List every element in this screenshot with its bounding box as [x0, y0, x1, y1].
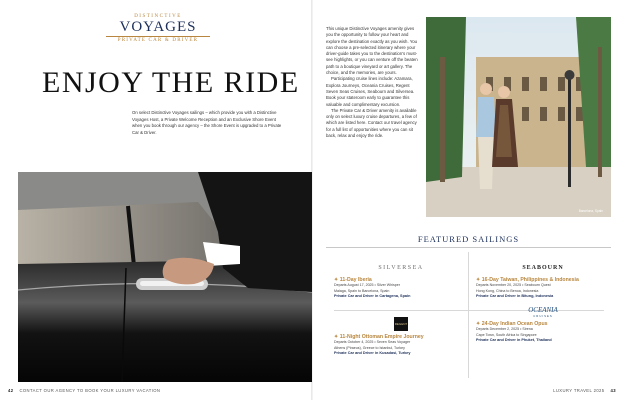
sailing-departure: Departs December 2, 2025 • Sirena: [476, 327, 533, 331]
regent-brand-badge: REGENT: [394, 317, 408, 331]
distinctive-voyages-logo: [96, 14, 220, 43]
barcelona-plaza-photo: [426, 17, 611, 217]
ship-icon: ✦: [476, 277, 482, 283]
sailing-card-oceania: [476, 306, 610, 344]
car-door-illustration: [18, 172, 312, 382]
sailing-route: Hong Kong, China to Benoa, Indonesia: [476, 288, 539, 293]
body-column: [326, 26, 420, 139]
logo-main-text: VOYAGES: [119, 19, 197, 35]
regent-logo: [334, 312, 468, 331]
page-headline: ENJOY THE RIDE: [42, 66, 300, 99]
car-door-photo: [18, 172, 312, 382]
seabourn-logo: [476, 256, 610, 274]
sailing-title-text: 16-Day Taiwan, Philippines & Indonesia: [481, 277, 579, 283]
featured-rule: [326, 247, 611, 248]
right-page-footer: [553, 388, 616, 393]
intro-paragraph: On select Distinctive Voyages sailings – which provide you with a Distinctive Voyages Host, a Private Welcome Reception and an Exclusive Shore Event when you book through our agency – the Shore Event is upgraded to a Private Car & Driver.: [132, 110, 282, 135]
logo-top-text: DISTINCTIVE: [134, 14, 182, 19]
sailing-title-text: 11-Night Ottoman Empire Journey: [339, 334, 424, 340]
magazine-title: LUXURY TRAVEL 2025: [553, 388, 605, 393]
photo-caption: Barcelona, Spain: [578, 209, 603, 213]
oceania-brand-subtext: CRUISES: [533, 314, 553, 318]
featured-sailings-title: FEATURED SAILINGS: [417, 234, 520, 244]
sailing-route: Cape Town, South Africa to Singapore: [476, 332, 537, 337]
sailings-divider-vertical: [468, 252, 469, 378]
sailing-departure: Departs August 17, 2025 • Silver Whisper: [334, 283, 400, 287]
body-paragraph: This unique Distinctive Voyages amenity gives you the opportunity to follow your heart and explore the destination exactly as you wish. You can choose a pre-selected itinerary where your driver-guide takes you to the destination's must-see highlights, or you can venture off the beaten path to a boutique vineyard or art gallery. The choice, and the memories, are yours.: [326, 26, 418, 76]
plaza-illustration: [426, 17, 611, 217]
sailing-route: Athens (Piraeus), Greece to Istanbul, Turkey: [334, 345, 405, 350]
body-paragraph: The Private Car & Driver amenity is available only on select luxury cruise departures, a few of which are listed here. Contact our travel agency for a full list of opportunities where you can sit back, relax and enjoy the ride.: [326, 107, 417, 139]
logo-sub-text: PRIVATE CAR & DRIVER: [117, 38, 199, 43]
seabourn-brand-text: SEABOURN: [522, 265, 564, 271]
sailing-title-text: 24-Day Indian Ocean Opus: [481, 321, 548, 327]
sailing-highlight: Private Car and Driver in Phuket, Thailand: [476, 338, 552, 343]
ship-icon: ✦: [334, 277, 340, 283]
sailing-card-seabourn: [476, 256, 610, 300]
logo-rule: [106, 36, 210, 37]
sailing-highlight: Private Car and Driver in Kusadasi, Turkey: [334, 351, 411, 356]
ship-icon: ✦: [334, 334, 340, 340]
sailing-highlight: Private Car and Driver in Cartagena, Spain: [334, 294, 411, 299]
right-page-number: 43: [610, 388, 616, 393]
sailing-departure: Departs November 20, 2025 • Seabourn Quest: [476, 283, 551, 287]
sailing-card-regent: [334, 312, 468, 357]
left-footer-cta: CONTACT OUR AGENCY TO BOOK YOUR LUXURY VACATION: [19, 388, 161, 393]
sailing-card-silversea: [334, 256, 468, 300]
sailing-title-text: 11-Day Iberia: [339, 277, 372, 283]
silversea-brand-text: SILVERSEA: [378, 265, 424, 271]
sailing-route: Malaga, Spain to Barcelona, Spain: [334, 288, 390, 293]
sailing-departure: Departs October 4, 2025 • Seven Seas Voyager: [334, 340, 411, 344]
oceania-logo: [476, 306, 610, 318]
silversea-logo: [334, 256, 468, 274]
body-paragraph: Participating cruise lines include: Azamara, Explora Journeys, Oceania Cruises, Regent Seven Seas Cruises, Seabourn and Silversea. Book your stateroom early to guarantee this valuable and complimentary excursion.: [326, 76, 415, 107]
oceania-brand-text: OCEANIA: [528, 306, 558, 314]
left-page-number: 42: [8, 388, 14, 393]
ship-icon: ✦: [476, 321, 482, 327]
left-page-footer: [8, 388, 160, 393]
sailing-highlight: Private Car and Driver in Bitung, Indonesia: [476, 294, 554, 299]
